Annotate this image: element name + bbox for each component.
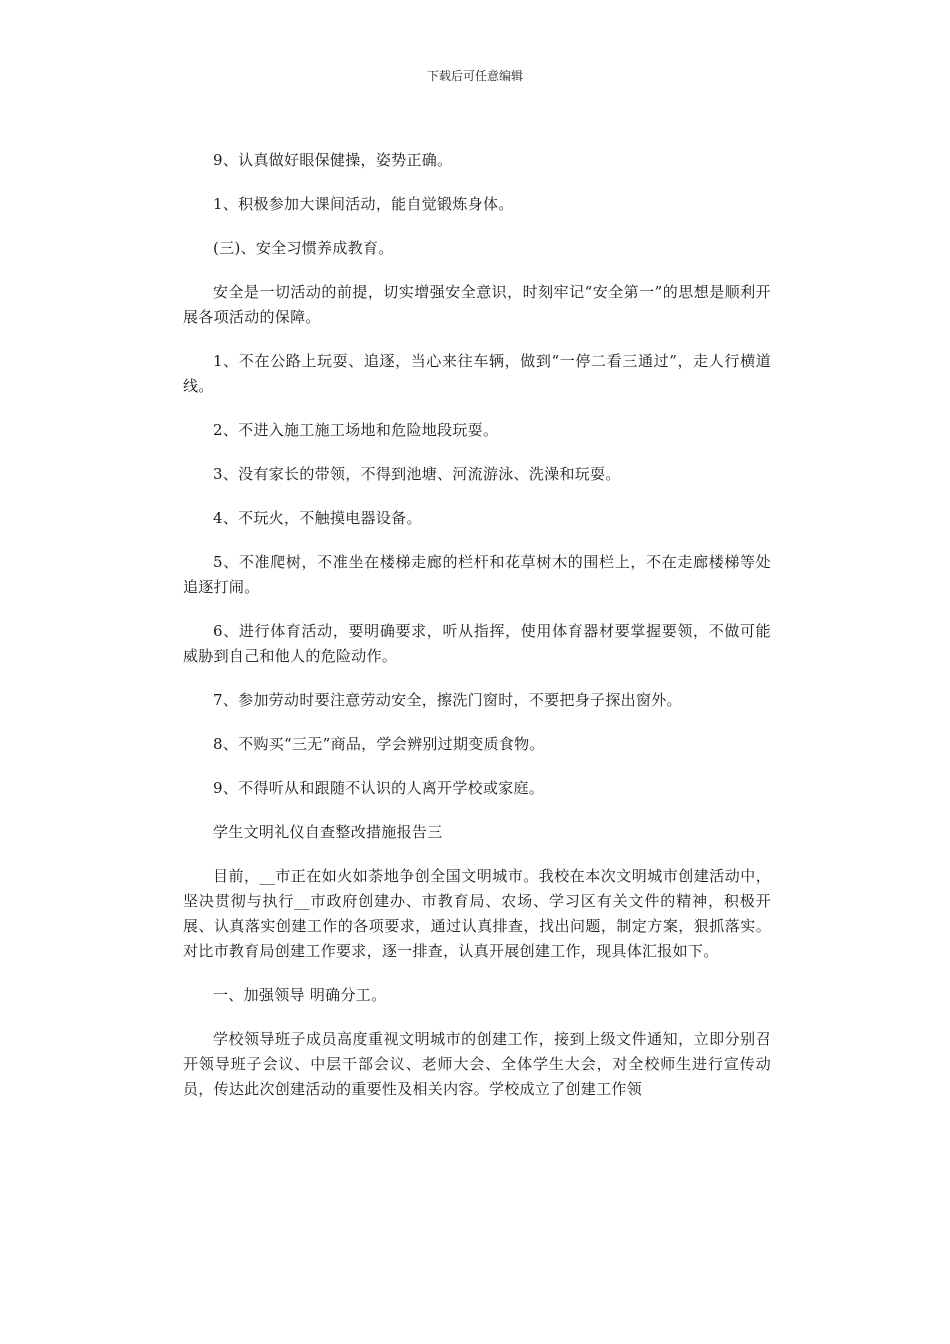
page-header: 下载后可任意编辑 — [426, 69, 523, 83]
paragraph: 9、认真做好眼保健操，姿势正确。 — [213, 151, 453, 169]
paragraph: 9、不得听从和跟随不认识的人离开学校或家庭。 — [213, 779, 545, 797]
paragraph: 1、不在公路上玩耍、追逐，当心来往车辆，做到“一停二看三通过”，走人行横道线。 — [183, 352, 771, 395]
paragraph: 目前，__市正在如火如荼地争创全国文明城市。我校在本次文明城市创建活动中，坚决贯彻与执行__市政府创建办、市教育局、农场、学习区有关文件的精神，积极开展、认真落实创建工作的各项要求，通过认真排查，找出问题，制定方案，狠抓落实。对比市教育局创建工作要求，逐一排查，认真开展创建工作，现具体汇报如下。 — [183, 867, 771, 960]
section-heading: (三)、安全习惯养成教育。 — [213, 239, 394, 257]
paragraph: 1、积极参加大课间活动，能自觉锻炼身体。 — [213, 195, 514, 213]
document-body — [183, 148, 771, 1121]
paragraph: 8、不购买“三无”商品，学会辨别过期变质食物。 — [213, 735, 545, 753]
paragraph: 3、没有家长的带领，不得到池塘、河流游泳、洗澡和玩耍。 — [213, 465, 621, 483]
paragraph: 2、不进入施工施工场地和危险地段玩耍。 — [213, 421, 499, 439]
paragraph: 6、进行体育活动，要明确要求，听从指挥，使用体育器材要掌握要领，不做可能威胁到自己和他人的危险动作。 — [183, 622, 771, 665]
section-heading: 一、加强领导 明确分工。 — [213, 986, 387, 1004]
report-title: 学生文明礼仪自查整改措施报告三 — [213, 823, 443, 841]
paragraph: 4、不玩火，不触摸电器设备。 — [213, 509, 422, 527]
paragraph: 安全是一切活动的前提，切实增强安全意识，时刻牢记“安全第一”的思想是顺利开展各项活动的保障。 — [183, 283, 771, 326]
paragraph: 5、不准爬树，不准坐在楼梯走廊的栏杆和花草树木的围栏上，不在走廊楼梯等处追逐打闹。 — [183, 553, 771, 596]
paragraph: 7、参加劳动时要注意劳动安全，擦洗门窗时，不要把身子探出窗外。 — [213, 691, 682, 709]
paragraph: 学校领导班子成员高度重视文明城市的创建工作，接到上级文件通知，立即分别召开领导班子会议、中层干部会议、老师大会、全体学生大会，对全校师生进行宣传动员，传达此次创建活动的重要性及相关内容。学校成立了创建工作领 — [183, 1030, 771, 1098]
